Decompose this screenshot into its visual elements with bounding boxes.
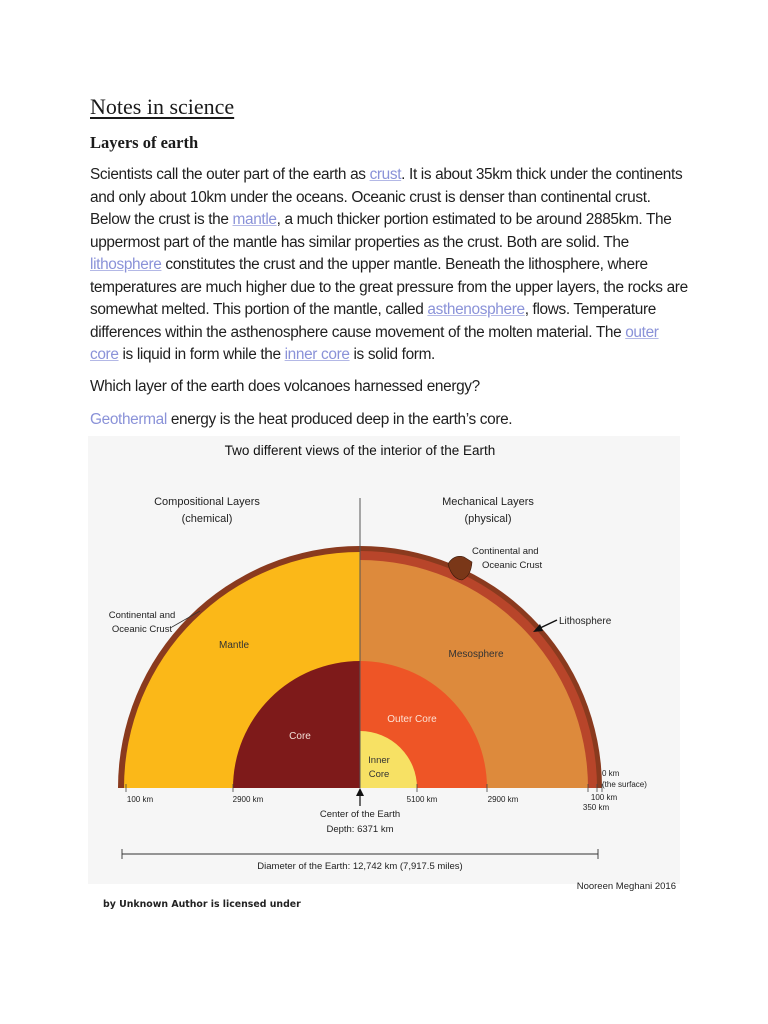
tick-label-right-350: 350 km	[582, 803, 610, 812]
link-asthenosphere[interactable]: asthenosphere	[427, 301, 525, 318]
surface-label: 0 km	[602, 769, 620, 778]
earth-layers-figure	[88, 436, 680, 892]
link-outer-core[interactable]: outer core	[90, 323, 659, 363]
tick-label-left-2900: 2900 km	[232, 795, 264, 804]
link-inner-core[interactable]: inner core	[284, 346, 350, 363]
inner-core-label-2: Core	[368, 769, 390, 780]
text-run: constitutes the crust and the upper mantle. Beneath the lithosphere, where temperatures are much higher due to the great pressure from the upper layers, the rocks are somewhat melted. This portion of the mantle, called	[90, 256, 688, 318]
tick-label-right-100: 100 km	[590, 793, 618, 802]
link-mantle[interactable]: mantle	[232, 211, 277, 228]
outer-core-label: Outer Core	[387, 714, 437, 725]
crust-label-right-2: Oceanic Crust	[482, 560, 543, 571]
body-paragraph	[90, 164, 690, 367]
tick-label-left-100: 100 km	[126, 795, 154, 804]
text-run: energy is the heat produced deep in the earth’s core.	[166, 411, 513, 428]
compositional-heading: Compositional Layers	[154, 496, 260, 508]
earth-diagram	[88, 436, 680, 892]
crust-label-right: Continental and	[472, 546, 539, 557]
text-run: Scientists call the outer part of the earth as	[90, 166, 370, 183]
mantle-label: Mantle	[218, 640, 250, 651]
diameter-label: Diameter of the Earth: 12,742 km (7,917.5 miles)	[257, 861, 463, 872]
crust-label-left-2: Oceanic Crust	[111, 624, 173, 635]
link-lithosphere[interactable]: lithosphere	[90, 256, 162, 273]
text-run: is solid form.	[349, 346, 435, 363]
geothermal-highlight: Geothermal	[90, 411, 167, 428]
core-label: Core	[289, 731, 311, 742]
question-text: Which layer of the earth does volcanoes harnessed energy?	[90, 378, 480, 395]
text-run: , flows. Temperature differences within the asthenosphere cause movement of the molten material. The	[90, 301, 656, 341]
tick-label-right-5100: 5100 km	[406, 795, 438, 804]
mesosphere-label: Mesosphere	[448, 649, 504, 660]
tick-label-right-2900: 2900 km	[487, 795, 519, 804]
compositional-heading-sub: (chemical)	[181, 513, 233, 525]
image-credit: by Unknown Author is licensed under	[103, 899, 301, 910]
center-label: Center of the Earth	[319, 809, 401, 820]
center-depth-label: Depth: 6371 km	[326, 824, 394, 835]
figure-title: Two different views of the interior of the Earth	[224, 443, 496, 458]
mechanical-heading-sub: (physical)	[464, 513, 512, 525]
page-title: Notes in science	[90, 94, 235, 119]
text-run: is liquid in form while the	[118, 346, 285, 363]
surface-label-2: (the surface)	[602, 780, 647, 789]
mechanical-heading: Mechanical Layers	[442, 496, 534, 508]
link-crust[interactable]: crust	[369, 166, 402, 183]
crust-label-left: Continental and	[108, 610, 176, 621]
text-run: , a much thicker portion estimated to be around 2885km. The uppermost part of the mantle has similar properties as the crust. Both are solid. The	[90, 211, 672, 251]
figure-signature: Nooreen Meghani 2016	[576, 881, 676, 892]
inner-core-label: Inner	[368, 755, 390, 766]
answer-paragraph	[90, 409, 690, 432]
section-heading: Layers of earth	[90, 133, 199, 152]
lithosphere-label: Lithosphere	[559, 616, 612, 627]
text-run: . It is about 35km thick under the continents and only about 10km under the oceans. Oceanic crust is denser than continental crust. Below the crust is the	[90, 166, 683, 228]
